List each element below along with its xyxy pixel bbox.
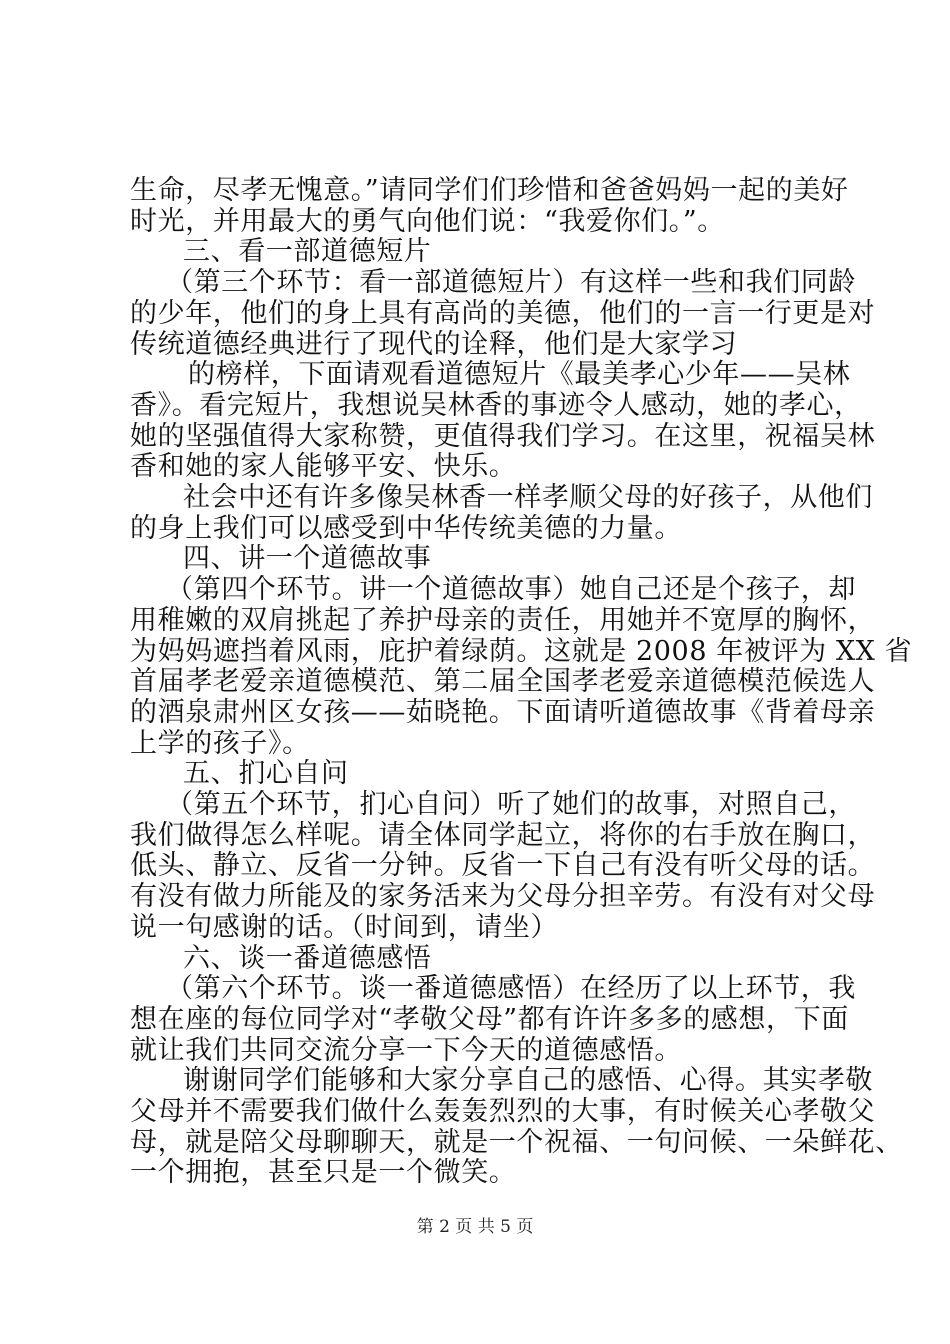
page-number-footer: 第 2 页 共 5 页 — [416, 1217, 534, 1237]
text-line: 社会中还有许多像吴林香一样孝顺父母的好孩子，从他们 — [183, 482, 873, 513]
text-line: 生命，尽孝无愧意。”请同学们们珍惜和爸爸妈妈一起的美好 — [130, 175, 849, 206]
text-line: 时光，并用最大的勇气向他们说：“我爱你们。”。 — [130, 206, 725, 237]
text-line: 有没有做力所能及的家务活来为父母分担辛劳。有没有对父母 — [130, 881, 876, 912]
text-line: （第六个环节。谈一番道德感悟）在经历了以上环节，我 — [166, 973, 856, 1004]
section-heading: 五、扪心自问 — [183, 758, 349, 789]
text-line: 她的坚强值得大家称赞，更值得我们学习。在这里，祝福吴林 — [130, 421, 876, 452]
text-line: 香和她的家人能够平安、快乐。 — [130, 451, 517, 482]
text-line: 传统道德经典进行了现代的诠释，他们是大家学习 — [130, 329, 738, 360]
text-line: 的酒泉肃州区女孩——茹晓艳。下面请听道德故事《背着母亲 — [130, 697, 876, 728]
text-line: 母，就是陪父母聊聊天，就是一个祝福、一句问候、一朵鲜花、 — [130, 1127, 903, 1158]
section-heading: 四、讲一个道德故事 — [183, 543, 432, 574]
text-line: 就让我们共同交流分享一下今天的道德感悟。 — [130, 1035, 682, 1066]
text-line: 说一句感谢的话。（时间到，请坐） — [130, 912, 559, 943]
text-line: 一个拥抱，甚至只是一个微笑。 — [130, 1157, 517, 1188]
text-line: 父母并不需要我们做什么轰轰烈烈的大事，有时候关心孝敬父 — [130, 1096, 876, 1127]
text-line: 低头、静立、反省一分钟。反省一下自己有没有听父母的话。 — [130, 850, 876, 881]
section-heading: 三、看一部道德短片 — [183, 236, 432, 267]
text-line: 的少年，他们的身上具有高尚的美德，他们的一言一行更是对 — [130, 298, 876, 329]
text-line: （第四个环节。讲一个道德故事）她自己还是个孩子，却 — [166, 574, 856, 605]
text-line: 香》。看完短片，我想说吴林香的事迹令人感动，她的孝心， — [130, 390, 862, 421]
text-line: 想在座的每位同学对“孝敬父母”都有许许多多的感想，下面 — [130, 1004, 849, 1035]
text-line: （第三个环节：看一部道德短片）有这样一些和我们同龄 — [166, 267, 856, 298]
text-line: 谢谢同学们能够和大家分享自己的感悟、心得。其实孝敬 — [183, 1065, 873, 1096]
section-heading: 六、谈一番道德感悟 — [183, 943, 432, 974]
text-line: 用稚嫩的双肩挑起了养护母亲的责任，用她并不宽厚的胸怀， — [130, 605, 876, 636]
text-line: （第五个环节，扪心自问）听了她们的故事，对照自己， — [166, 789, 856, 820]
text-line: 上学的孩子》。 — [130, 728, 310, 759]
text-line: 的榜样，下面请观看道德短片《最美孝心少年——吴林 — [188, 359, 851, 390]
text-line: 为妈妈遮挡着风雨，庇护着绿荫。这就是 2008 年被评为 XX 省 — [130, 636, 913, 667]
text-line: 我们做得怎么样呢。请全体同学起立，将你的右手放在胸口， — [130, 820, 876, 851]
text-line: 首届孝老爱亲道德模范、第二届全国孝老爱亲道德模范候选人 — [130, 666, 876, 697]
text-line: 的身上我们可以感受到中华传统美德的力量。 — [130, 513, 682, 544]
